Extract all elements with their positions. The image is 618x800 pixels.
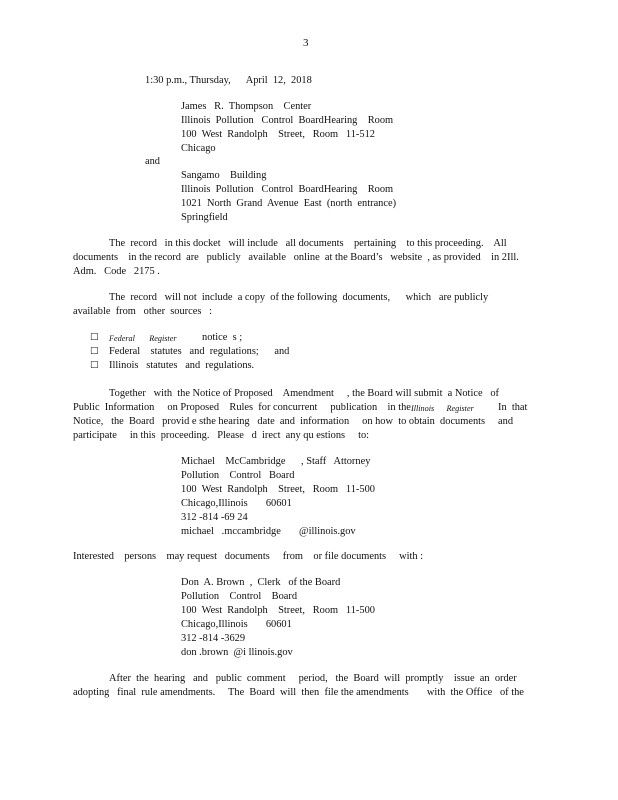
paragraph-line: available from other sources :: [73, 306, 213, 317]
contact-line: Michael McCambridge , Staff Attorney: [181, 456, 371, 467]
paragraph-line: documents in the record are publicly available online at the Board’s website , as provided in 2Ill.: [73, 252, 519, 263]
bullet-notices: notice s ;: [202, 332, 243, 343]
contact-email: michael .mccambridge @illinois.gov: [181, 526, 356, 537]
paragraph-line: The record will not include a copy of the following documents, which are publicly: [109, 292, 489, 303]
contact-line: 100 West Randolph Street, Room 11-500: [181, 605, 375, 616]
contact-phone: 312 -814 -3629: [181, 633, 246, 644]
address-line: Illinois Pollution Control BoardHearing Room: [181, 115, 394, 126]
contact-line: 100 West Randolph Street, Room 11-500: [181, 484, 375, 495]
address-line: Chicago: [181, 143, 216, 154]
page-number: 3: [303, 37, 309, 49]
address-line: Springfield: [181, 212, 228, 223]
address-line: Sangamo Building: [181, 170, 267, 181]
address-line: Illinois Pollution Control BoardHearing Room: [181, 184, 394, 195]
contact-line: Chicago,Illinois 60601: [181, 619, 292, 630]
paragraph-line: Public Information on Proposed Rules for concurrent publication in the: [73, 402, 411, 413]
paragraph-line: Together with the Notice of Proposed Amendment , the Board will submit a Notice of: [109, 388, 500, 399]
contact-line: Chicago,Illinois 60601: [181, 498, 292, 509]
address-line: James R. Thompson Center: [181, 101, 312, 112]
paragraph-line: participate in this proceeding. Please d irect any qu estions to:: [73, 430, 370, 441]
hearing-time: 1:30 p.m., Thursday, April 12, 2018: [145, 75, 312, 86]
bullet-illinois-statutes: Illinois statutes and regulations.: [109, 360, 255, 371]
bullet-icon: □: [90, 360, 99, 370]
contact-line: Pollution Control Board: [181, 470, 295, 481]
paragraph-line: adopting final rule amendments. The Board will then file the amendments with the Office of the: [73, 687, 524, 698]
address-line: 1021 North Grand Avenue East (north entrance): [181, 198, 397, 209]
contact-line: Don A. Brown , Clerk of the Board: [181, 577, 341, 588]
contact-phone: 312 -814 -69 24: [181, 512, 248, 523]
paragraph-line: Notice, the Board provid e sthe hearing date and information on how to obtain documents and: [73, 416, 514, 427]
bullet-icon: □: [90, 332, 99, 342]
interested-persons-line: Interested persons may request documents from or file documents with :: [73, 551, 424, 562]
bullet-federal-register: Federal Register: [109, 334, 177, 343]
contact-line: Pollution Control Board: [181, 591, 298, 602]
contact-email: don .brown @i llinois.gov: [181, 647, 293, 658]
paragraph-line: Adm. Code 2175 .: [73, 266, 160, 277]
address-line: 100 West Randolph Street, Room 11-512: [181, 129, 375, 140]
illinois-register-title: Illinois Register: [411, 404, 474, 413]
paragraph-line: After the hearing and public comment period, the Board will promptly issue an order: [109, 673, 517, 684]
paragraph-line: The record in this docket will include all documents pertaining to this proceeding. All: [109, 238, 507, 249]
bullet-icon: □: [90, 346, 99, 356]
and-label: and: [145, 156, 161, 167]
bullet-federal-statutes: Federal statutes and regulations; and: [109, 346, 290, 357]
paragraph-line: In that: [498, 402, 528, 413]
